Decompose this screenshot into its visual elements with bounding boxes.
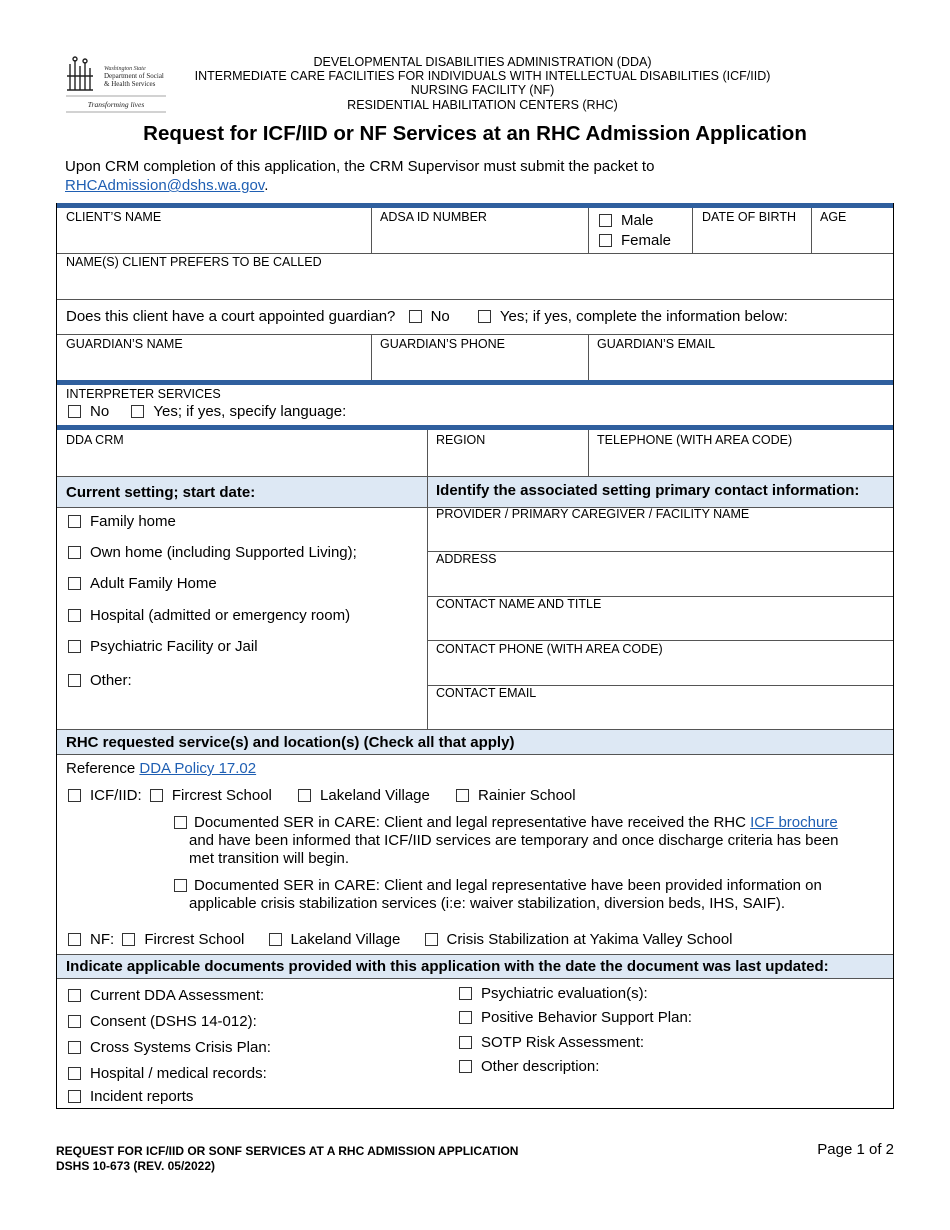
female-label: Female	[621, 232, 672, 249]
preferred-name-label: NAME(S) CLIENT PREFERS TO BE CALLED	[66, 255, 322, 269]
reference-label: Reference	[66, 760, 136, 777]
other-doc-checkbox[interactable]	[459, 1060, 472, 1073]
interpreter-label: INTERPRETER SERVICES	[66, 387, 221, 401]
contact-name-label: CONTACT NAME AND TITLE	[436, 597, 602, 611]
hospital-label: Hospital (admitted or emergency room)	[90, 607, 351, 624]
incident-reports-label: Incident reports	[90, 1088, 194, 1105]
form-title: Request for ICF/IID or NF Services at an RHC Admission Application	[143, 122, 807, 145]
current-setting-heading: Current setting; start date:	[66, 484, 256, 501]
guardian-email-label: GUARDIAN’S EMAIL	[597, 337, 716, 351]
icf-rainier-checkbox[interactable]	[456, 789, 469, 802]
logo-state: Washington State	[104, 66, 146, 72]
pbsp-checkbox[interactable]	[459, 1011, 472, 1024]
guardian-phone-label: GUARDIAN’S PHONE	[380, 337, 506, 351]
interpreter-no-checkbox[interactable]	[68, 405, 81, 418]
interpreter-yes-checkbox[interactable]	[131, 405, 144, 418]
adult-family-home-checkbox[interactable]	[68, 577, 81, 590]
admission-email-link[interactable]: RHCAdmission@dshs.wa.gov	[65, 177, 265, 194]
other-setting-label: Other:	[90, 672, 132, 689]
incident-reports-checkbox[interactable]	[68, 1090, 81, 1103]
consent-checkbox[interactable]	[68, 1015, 81, 1028]
policy-reference	[66, 760, 256, 777]
sotp-checkbox[interactable]	[459, 1036, 472, 1049]
page-number: Page 1 of 2	[817, 1141, 894, 1158]
icf-fircrest-label: Fircrest School	[171, 787, 272, 804]
guardian-no-label: No	[430, 308, 450, 325]
female-checkbox[interactable]	[599, 234, 612, 247]
icf-fircrest-checkbox[interactable]	[150, 789, 163, 802]
setting-hospital[interactable]	[68, 607, 350, 624]
family-home-label: Family home	[90, 513, 176, 530]
dda-policy-link[interactable]: DDA Policy 17.02	[139, 760, 257, 777]
doc-dda-assessment[interactable]	[68, 987, 264, 1004]
header-line-dda: DEVELOPMENTAL DISABILITIES ADMINISTRATION (DDA)	[313, 55, 652, 69]
male-option[interactable]	[599, 212, 654, 229]
ser-crisis-checkbox[interactable]	[174, 879, 187, 892]
doc-other[interactable]	[459, 1058, 599, 1075]
setting-family-home[interactable]	[68, 513, 176, 530]
ser-crisis-statement	[174, 877, 874, 913]
intro-sentence: Upon CRM completion of this application, the CRM Supervisor must submit the packet to	[65, 158, 655, 175]
medical-records-checkbox[interactable]	[68, 1067, 81, 1080]
ser-brochure-text-3: met transition will begin.	[189, 850, 350, 867]
nf-yakima-label: Crisis Stabilization at Yakima Valley School	[446, 931, 733, 948]
interpreter-yes-label: Yes; if yes, specify language:	[153, 403, 347, 420]
crisis-plan-label: Cross Systems Crisis Plan:	[90, 1039, 271, 1056]
male-checkbox[interactable]	[599, 214, 612, 227]
guardian-no-checkbox[interactable]	[409, 310, 422, 323]
doc-psych-eval[interactable]	[459, 985, 648, 1002]
icf-rainier-label: Rainier School	[478, 787, 576, 804]
male-label: Male	[621, 212, 654, 229]
header-line-nf: NURSING FACILITY (NF)	[410, 83, 555, 97]
documents-heading: Indicate applicable documents provided with this application with the date the document was last updated:	[66, 958, 829, 975]
doc-medical-records[interactable]	[68, 1065, 267, 1082]
interpreter-no-label: No	[90, 403, 110, 420]
crm-label: DDA CRM	[66, 433, 124, 447]
own-home-label: Own home (including Supported Living);	[90, 544, 357, 561]
medical-records-label: Hospital / medical records:	[90, 1065, 267, 1082]
icf-lakeland-checkbox[interactable]	[298, 789, 311, 802]
setting-other[interactable]	[68, 672, 132, 689]
intro-period: .	[264, 177, 269, 194]
ser-brochure-checkbox[interactable]	[174, 816, 187, 829]
header-line-icf: INTERMEDIATE CARE FACILITIES FOR INDIVIDUALS WITH INTELLECTUAL DISABILITIES (ICF/IID)	[194, 69, 771, 83]
icf-checkbox[interactable]	[68, 789, 81, 802]
crm-phone-label: TELEPHONE (WITH AREA CODE)	[597, 433, 793, 447]
guardian-yes-checkbox[interactable]	[478, 310, 491, 323]
address-label: ADDRESS	[436, 552, 497, 566]
adult-family-home-label: Adult Family Home	[90, 575, 217, 592]
nf-yakima-checkbox[interactable]	[425, 933, 438, 946]
nf-checkbox[interactable]	[68, 933, 81, 946]
hospital-checkbox[interactable]	[68, 609, 81, 622]
doc-incident-reports[interactable]	[68, 1088, 193, 1105]
ser-crisis-text-1: Documented SER in CARE: Client and legal representative have been provided information on	[194, 877, 822, 894]
nf-lakeland-checkbox[interactable]	[269, 933, 282, 946]
adsa-id-label: ADSA ID NUMBER	[380, 210, 487, 224]
nf-lakeland-label: Lakeland Village	[290, 931, 401, 948]
guardian-question-row	[66, 308, 788, 325]
nf-row	[68, 931, 733, 948]
region-label: REGION	[436, 433, 486, 447]
guardian-yes-label: Yes; if yes, complete the information below:	[499, 308, 788, 325]
guardian-question: Does this client have a court appointed guardian?	[66, 308, 396, 325]
doc-crisis-plan[interactable]	[68, 1039, 271, 1056]
logo-hs: & Health Services	[104, 80, 156, 88]
rhc-heading: RHC requested service(s) and location(s) (Check all that apply)	[66, 734, 515, 751]
contact-email-label: CONTACT EMAIL	[436, 686, 537, 700]
pbsp-label: Positive Behavior Support Plan:	[481, 1009, 692, 1026]
doc-sotp[interactable]	[459, 1034, 644, 1051]
consent-label: Consent (DSHS 14-012):	[90, 1013, 257, 1030]
guardian-name-label: GUARDIAN’S NAME	[66, 337, 183, 351]
doc-pbsp[interactable]	[459, 1009, 692, 1026]
icf-row	[68, 787, 576, 804]
dda-assessment-checkbox[interactable]	[68, 989, 81, 1002]
footer-form-number: DSHS 10-673 (REV. 05/2022)	[56, 1159, 215, 1173]
psych-eval-checkbox[interactable]	[459, 987, 472, 1000]
icf-label: ICF/IID:	[90, 787, 142, 804]
nf-fircrest-label: Fircrest School	[144, 931, 245, 948]
psychiatric-label: Psychiatric Facility or Jail	[90, 638, 258, 655]
ser-brochure-text-2: and have been informed that ICF/IID services are temporary and once discharge criteria has been	[189, 832, 839, 849]
sotp-label: SOTP Risk Assessment:	[481, 1034, 645, 1051]
contact-phone-label: CONTACT PHONE (WITH AREA CODE)	[436, 642, 663, 656]
ser-crisis-text-2: applicable crisis stabilization services (i:e: waiver stabilization, diversion beds, IHS, SAIF).	[189, 895, 786, 912]
admission-form	[56, 203, 894, 1109]
setting-adult-family-home[interactable]	[68, 575, 217, 592]
ser-brochure-text-1: Documented SER in CARE: Client and legal representative have received the RHC	[194, 814, 746, 831]
crisis-plan-checkbox[interactable]	[68, 1041, 81, 1054]
setting-own-home[interactable]	[68, 544, 357, 561]
psych-eval-label: Psychiatric evaluation(s):	[481, 985, 648, 1002]
nf-fircrest-checkbox[interactable]	[122, 933, 135, 946]
client-name-label: CLIENT’S NAME	[66, 210, 162, 224]
psychiatric-checkbox[interactable]	[68, 640, 81, 653]
icf-lakeland-label: Lakeland Village	[320, 787, 430, 804]
icf-brochure-link[interactable]: ICF brochure	[750, 814, 838, 831]
other-setting-checkbox[interactable]	[68, 674, 81, 687]
footer	[56, 1144, 518, 1174]
logo-tagline: Transforming lives	[87, 100, 145, 109]
family-home-checkbox[interactable]	[68, 515, 81, 528]
dob-label: DATE OF BIRTH	[702, 210, 796, 224]
intro-text	[65, 157, 654, 195]
provider-name-label: PROVIDER / PRIMARY CAREGIVER / FACILITY NAME	[436, 507, 750, 521]
other-doc-label: Other description:	[481, 1058, 600, 1075]
doc-consent[interactable]	[68, 1013, 257, 1030]
header-line-rhc: RESIDENTIAL HABILITATION CENTERS (RHC)	[347, 98, 618, 112]
ser-brochure-statement	[174, 814, 874, 868]
contact-info-heading: Identify the associated setting primary contact information:	[436, 482, 860, 499]
footer-form-name: REQUEST FOR ICF/IID OR SONF SERVICES AT A RHC ADMISSION APPLICATION	[56, 1144, 519, 1158]
logo-dept: Department of Social	[104, 72, 164, 80]
setting-psychiatric[interactable]	[68, 638, 258, 655]
interpreter-options	[68, 403, 346, 420]
dda-assessment-label: Current DDA Assessment:	[90, 987, 265, 1004]
own-home-checkbox[interactable]	[68, 546, 81, 559]
female-option[interactable]	[599, 232, 671, 249]
age-label: AGE	[820, 210, 847, 224]
nf-label: NF:	[90, 931, 115, 948]
